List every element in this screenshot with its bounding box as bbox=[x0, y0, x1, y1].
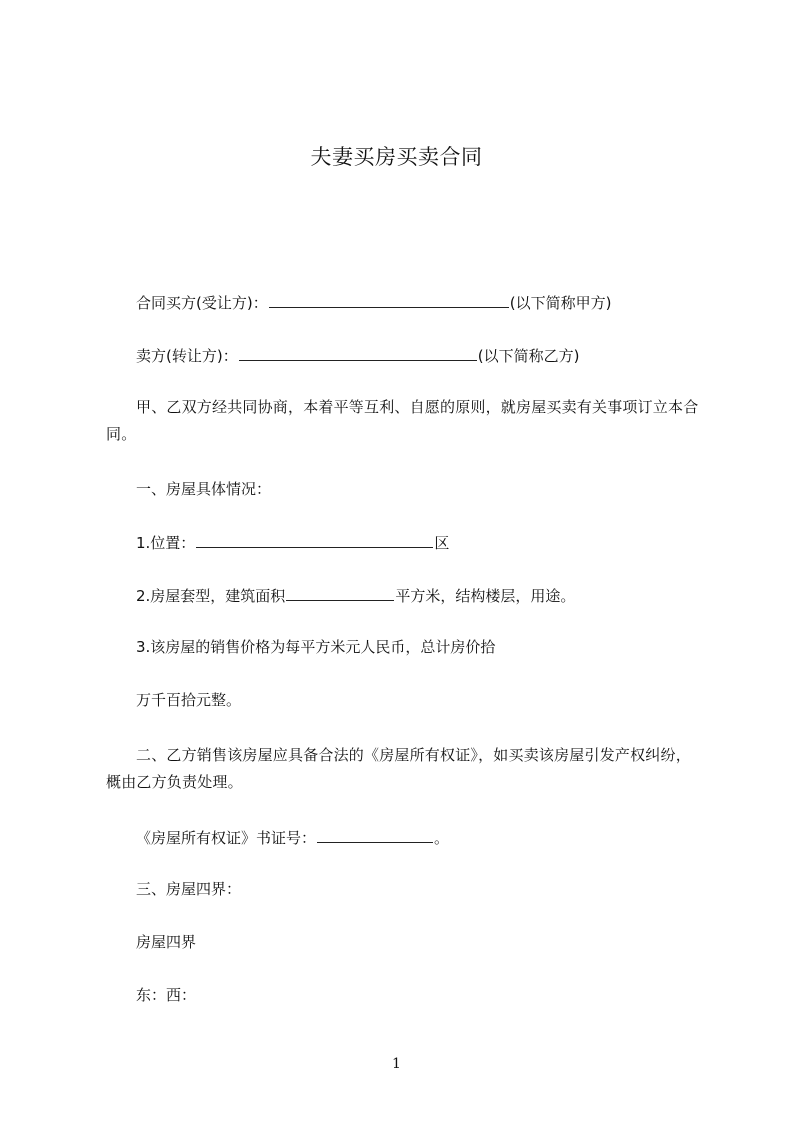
buyer-name-blank[interactable] bbox=[269, 291, 509, 308]
buyer-label: 合同买方(受让方)： bbox=[136, 294, 268, 312]
area-prefix: 2.房屋套型，建筑面积 bbox=[136, 587, 286, 605]
certificate-suffix: 。 bbox=[434, 829, 450, 847]
seller-name-blank[interactable] bbox=[239, 344, 477, 361]
certificate-number-blank[interactable] bbox=[317, 826, 433, 843]
seller-line bbox=[136, 344, 579, 366]
seller-short-name-note: (以下简称乙方) bbox=[477, 347, 580, 365]
location-label: 1.位置： bbox=[136, 534, 196, 552]
buyer-line bbox=[136, 291, 611, 313]
location-line bbox=[136, 531, 449, 553]
intro-paragraph: 甲、乙双方经共同协商，本着平等互利、自愿的原则，就房屋买卖有关事项订立本合同。 bbox=[106, 398, 699, 443]
document-title: 夫妻买房买卖合同 bbox=[310, 145, 483, 169]
seller-label: 卖方(转让方)： bbox=[136, 347, 238, 365]
price-units-line: 万千百拾元整。 bbox=[136, 691, 242, 709]
section-two-paragraph: 二、乙方销售该房屋应具备合法的《房屋所有权证》，如买卖该房屋引发产权纠纷，概由乙方负责处理。 bbox=[106, 746, 691, 791]
area-suffix: 平方米，结构楼层，用途。 bbox=[395, 587, 576, 605]
area-line bbox=[136, 584, 575, 606]
location-blank[interactable] bbox=[196, 531, 433, 548]
east-west-boundary-line: 东：西： bbox=[136, 986, 197, 1004]
certificate-line bbox=[136, 826, 449, 848]
boundaries-label: 房屋四界 bbox=[136, 933, 197, 951]
page-number: 1 bbox=[392, 1056, 401, 1072]
district-suffix: 区 bbox=[434, 534, 450, 552]
section-one-heading: 一、房屋具体情况： bbox=[136, 480, 272, 498]
price-line: 3.该房屋的销售价格为每平方米元人民币，总计房价拾 bbox=[136, 638, 496, 656]
section-three-heading: 三、房屋四界： bbox=[136, 880, 242, 898]
buyer-short-name-note: (以下简称甲方) bbox=[509, 294, 612, 312]
certificate-label: 《房屋所有权证》书证号： bbox=[136, 829, 317, 847]
building-area-blank[interactable] bbox=[286, 584, 394, 601]
